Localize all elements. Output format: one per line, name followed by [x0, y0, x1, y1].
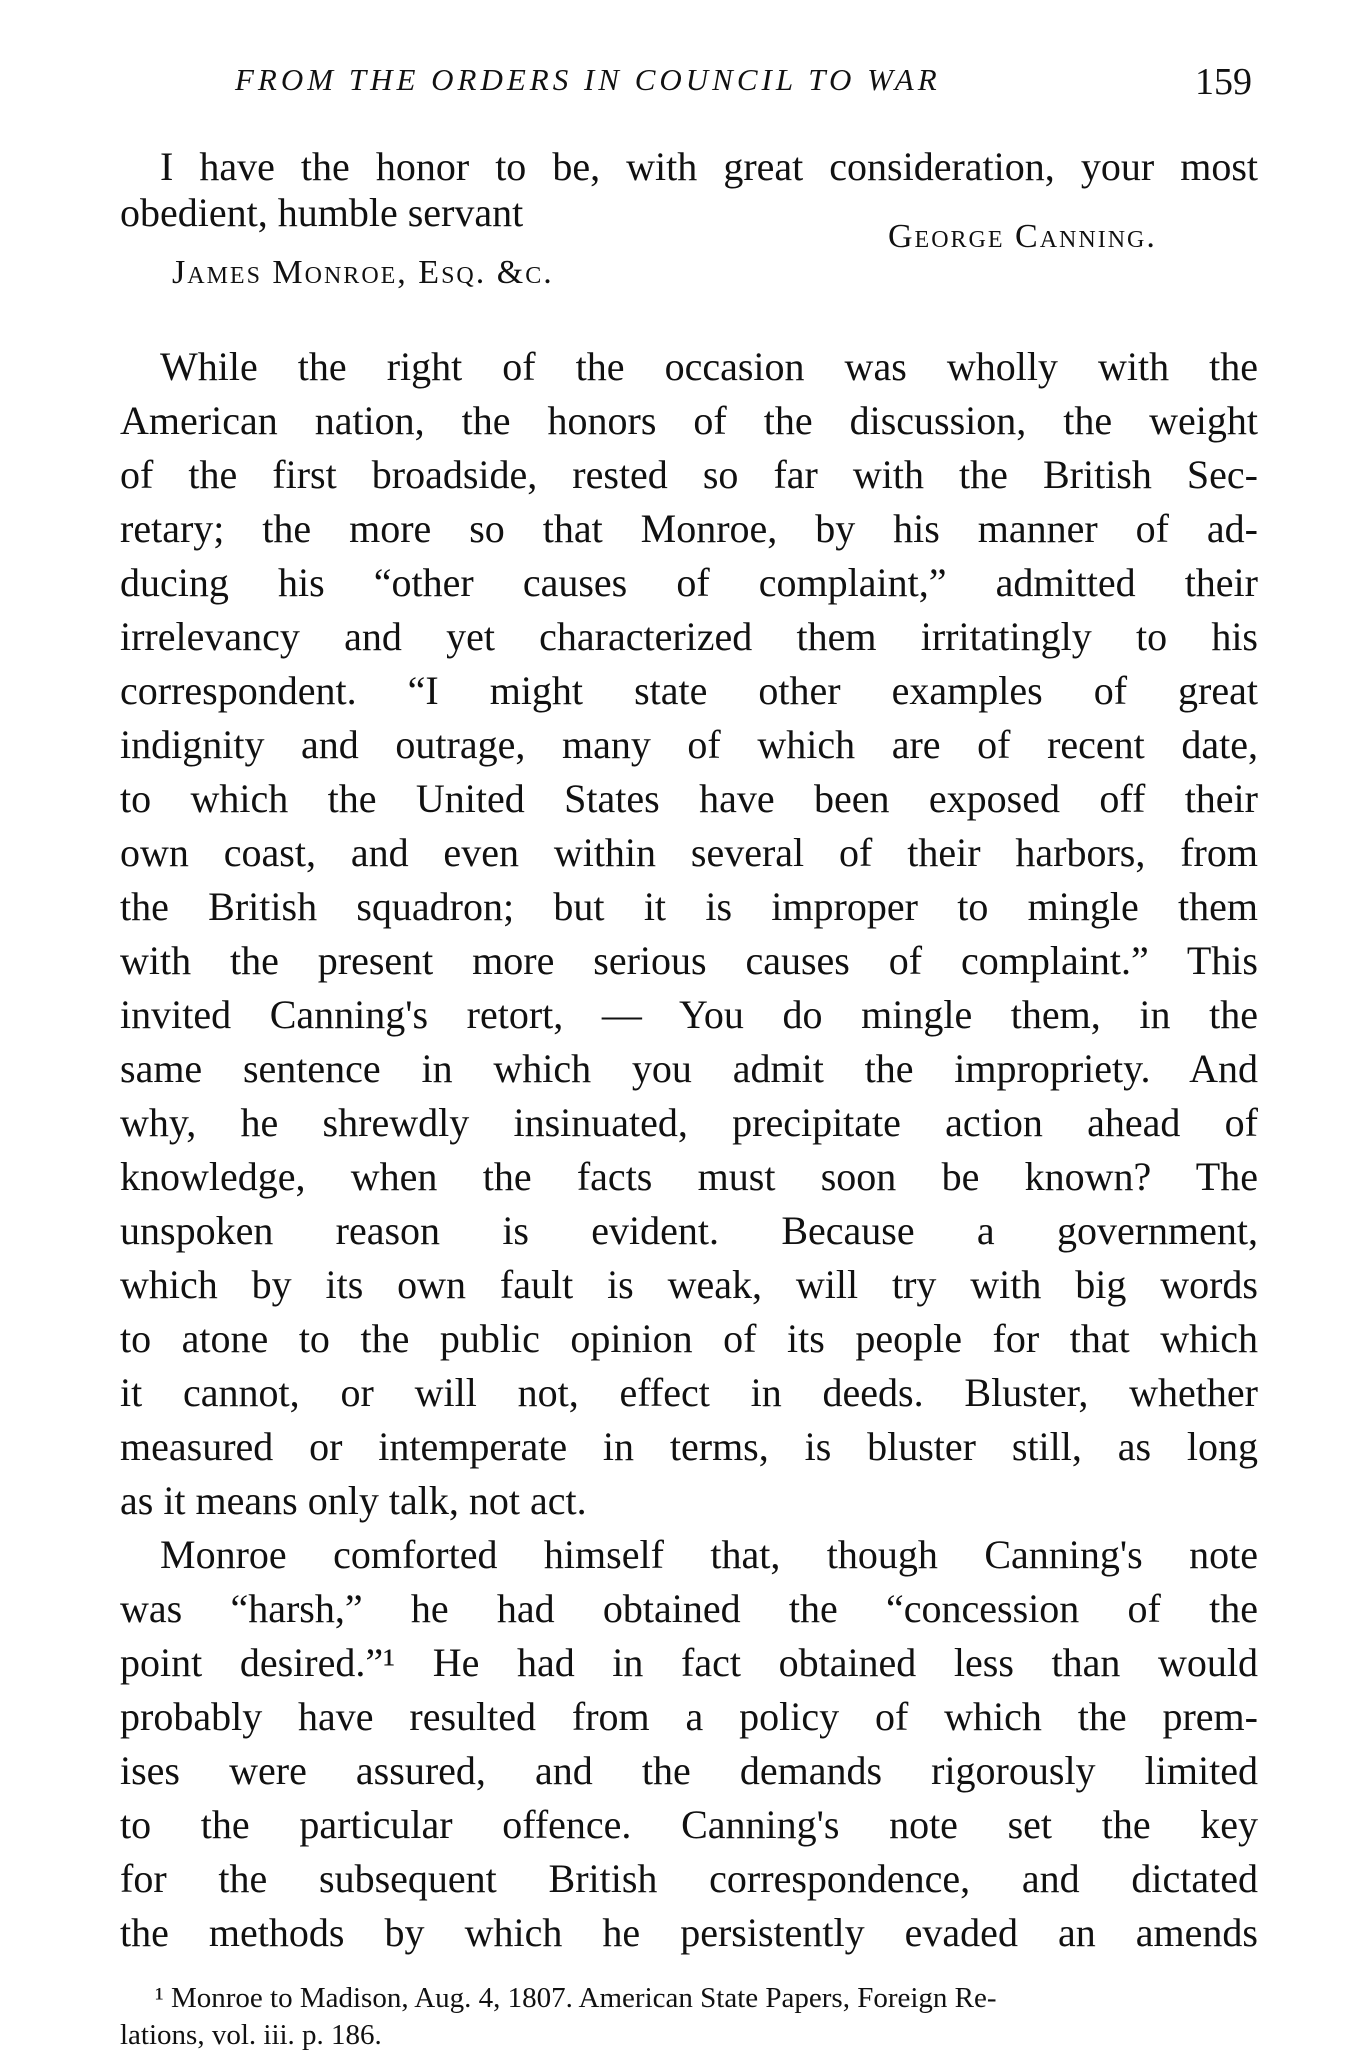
text-line: retary; the more so that Monroe, by his manner of ad-: [120, 506, 1258, 551]
text-line: knowledge, when the facts must soon be known? The: [120, 1154, 1258, 1199]
page-number: 159: [1195, 61, 1252, 103]
text-line: American nation, the honors of the discussion, the weight: [120, 398, 1258, 443]
text-line: unspoken reason is evident. Because a government,: [120, 1208, 1258, 1253]
text-line: ises were assured, and the demands rigorously limited: [120, 1748, 1258, 1793]
paragraph: [120, 340, 1258, 1528]
text-line: of the first broadside, rested so far with the British Sec-: [120, 452, 1258, 497]
text-line: why, he shrewdly insinuated, precipitate action ahead of: [120, 1100, 1258, 1145]
footnote: [120, 1980, 1240, 2054]
text-line: indignity and outrage, many of which are of recent date,: [120, 722, 1258, 767]
text-line: probably have resulted from a policy of which the prem-: [120, 1694, 1258, 1739]
text-line: was “harsh,” he had obtained the “concession of the: [120, 1586, 1258, 1631]
text-line: While the right of the occasion was wholly with the: [160, 344, 1258, 389]
addressee: James Monroe, Esq. &c.: [172, 254, 554, 291]
text-line: own coast, and even within several of their harbors, from: [120, 830, 1258, 875]
text-line: the methods by which he persistently evaded an amends: [120, 1910, 1258, 1955]
running-header: FROM THE ORDERS IN COUNCIL TO WAR: [235, 62, 941, 97]
text-line: with the present more serious causes of complaint.” This: [120, 938, 1258, 983]
text-line: to the particular offence. Canning's note set the key: [120, 1802, 1258, 1847]
text-line: it cannot, or will not, effect in deeds. Bluster, whether: [120, 1370, 1258, 1415]
text-line: which by its own fault is weak, will try with big words: [120, 1262, 1258, 1307]
text-line: measured or intemperate in terms, is bluster still, as long: [120, 1424, 1258, 1469]
footnote-line: ¹ Monroe to Madison, Aug. 4, 1807. American State Papers, Foreign Re-: [155, 1982, 997, 2014]
closing-line: obedient, humble servant: [120, 190, 524, 235]
text-line: ducing his “other causes of complaint,” admitted their: [120, 560, 1258, 605]
text-line: Monroe comforted himself that, though Canning's note: [160, 1532, 1258, 1577]
text-line: irrelevancy and yet characterized them irritatingly to his: [120, 614, 1258, 659]
text-line: correspondent. “I might state other examples of great: [120, 668, 1258, 713]
paragraph: [120, 1528, 1258, 1960]
text-line: same sentence in which you admit the impropriety. And: [120, 1046, 1258, 1091]
closing-line: I have the honor to be, with great consideration, your most: [160, 144, 1258, 189]
footnote-line: lations, vol. iii. p. 186.: [120, 2019, 382, 2051]
text-line: for the subsequent British correspondence, and dictated: [120, 1856, 1258, 1901]
text-line: invited Canning's retort, — You do mingle them, in the: [120, 992, 1258, 1037]
text-line: point desired.”¹ He had in fact obtained less than would: [120, 1640, 1258, 1685]
text-line: the British squadron; but it is improper to mingle them: [120, 884, 1258, 929]
text-line: to which the United States have been exposed off their: [120, 776, 1258, 821]
text-line: as it means only talk, not act.: [120, 1478, 587, 1523]
signature: George Canning.: [888, 218, 1157, 255]
text-line: to atone to the public opinion of its people for that which: [120, 1316, 1258, 1361]
body-text: [120, 340, 1258, 1960]
